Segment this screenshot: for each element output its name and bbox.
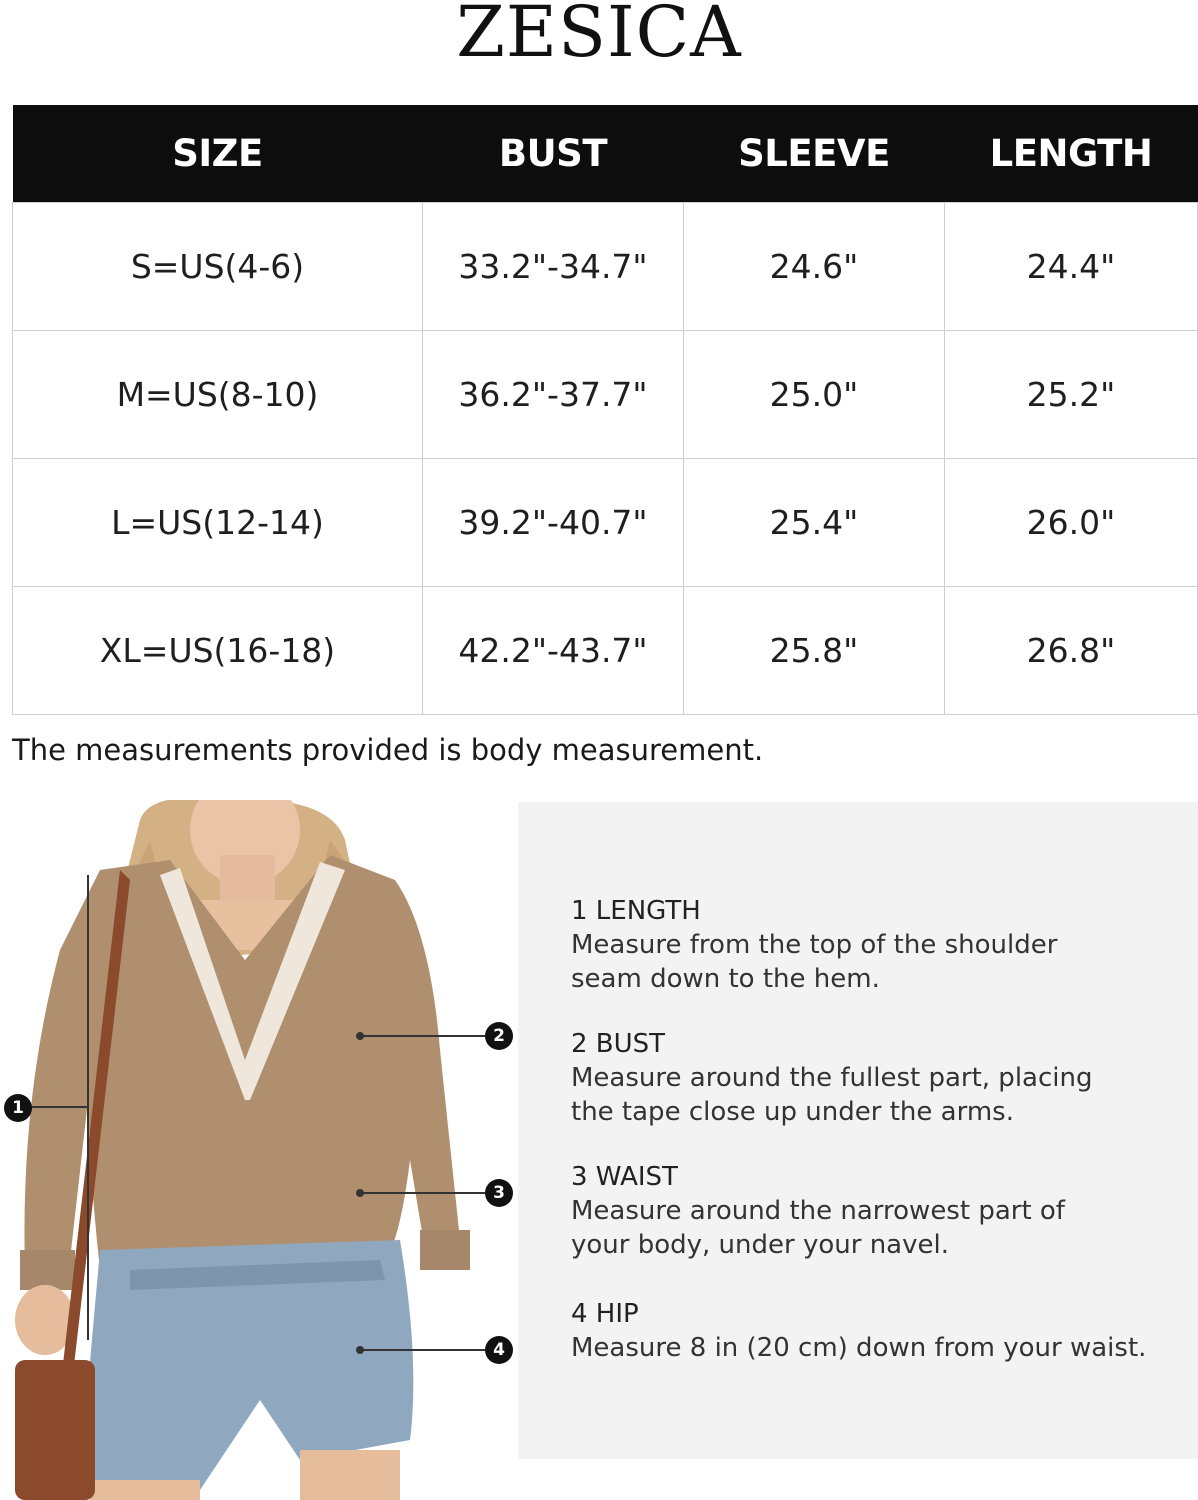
- marker-1: 1: [4, 1094, 32, 1122]
- cell-sleeve: 24.6": [684, 203, 945, 331]
- marker-3: 3: [485, 1179, 513, 1207]
- cell-size: S=US(4-6): [13, 203, 423, 331]
- marker-2: 2: [485, 1022, 513, 1050]
- measurement-hip: [571, 1298, 1146, 1365]
- measurement-waist: [571, 1161, 1065, 1262]
- header-sleeve: SLEEVE: [684, 105, 945, 203]
- cell-sleeve: 25.8": [684, 587, 945, 715]
- measurement-desc: Measure from the top of the shoulder: [571, 930, 1058, 960]
- cell-length: 26.0": [945, 459, 1198, 587]
- measurement-title: 2 BUST: [571, 1029, 666, 1059]
- measurement-desc: seam down to the hem.: [571, 964, 880, 994]
- measurement-title: 1 LENGTH: [571, 896, 701, 926]
- cell-length: 25.2": [945, 331, 1198, 459]
- measurement-title: 3 WAIST: [571, 1162, 678, 1192]
- measurement-title: 4 HIP: [571, 1299, 639, 1329]
- header-length: LENGTH: [945, 105, 1198, 203]
- brand-logo: ZESICA: [456, 0, 742, 70]
- measurement-bust: [571, 1028, 1092, 1129]
- cell-bust: 33.2"-34.7": [423, 203, 684, 331]
- model-illustration: [0, 800, 520, 1500]
- measurement-desc: Measure 8 in (20 cm) down from your waist.: [571, 1333, 1147, 1363]
- measurement-desc: Measure around the narrowest part of: [571, 1196, 1065, 1226]
- measurement-note: The measurements provided is body measurement.: [12, 733, 764, 767]
- cell-sleeve: 25.4": [684, 459, 945, 587]
- cell-sleeve: 25.0": [684, 331, 945, 459]
- table-row: [13, 331, 1198, 459]
- table-header-row: [13, 105, 1198, 203]
- cell-bust: 36.2"-37.7": [423, 331, 684, 459]
- cell-size: M=US(8-10): [13, 331, 423, 459]
- table-row: [13, 587, 1198, 715]
- measurement-desc: your body, under your navel.: [571, 1230, 949, 1260]
- size-chart-table: [12, 105, 1198, 715]
- header-size: SIZE: [13, 105, 423, 203]
- cell-bust: 39.2"-40.7": [423, 459, 684, 587]
- table-row: [13, 459, 1198, 587]
- cell-size: XL=US(16-18): [13, 587, 423, 715]
- cell-bust: 42.2"-43.7": [423, 587, 684, 715]
- header-bust: BUST: [423, 105, 684, 203]
- cell-length: 26.8": [945, 587, 1198, 715]
- measurement-desc: Measure around the fullest part, placing: [571, 1063, 1093, 1093]
- measurement-length: [571, 895, 1057, 996]
- cell-length: 24.4": [945, 203, 1198, 331]
- table-row: [13, 203, 1198, 331]
- measurement-desc: the tape close up under the arms.: [571, 1097, 1014, 1127]
- model-photo: [0, 800, 520, 1500]
- cell-size: L=US(12-14): [13, 459, 423, 587]
- marker-4: 4: [485, 1336, 513, 1364]
